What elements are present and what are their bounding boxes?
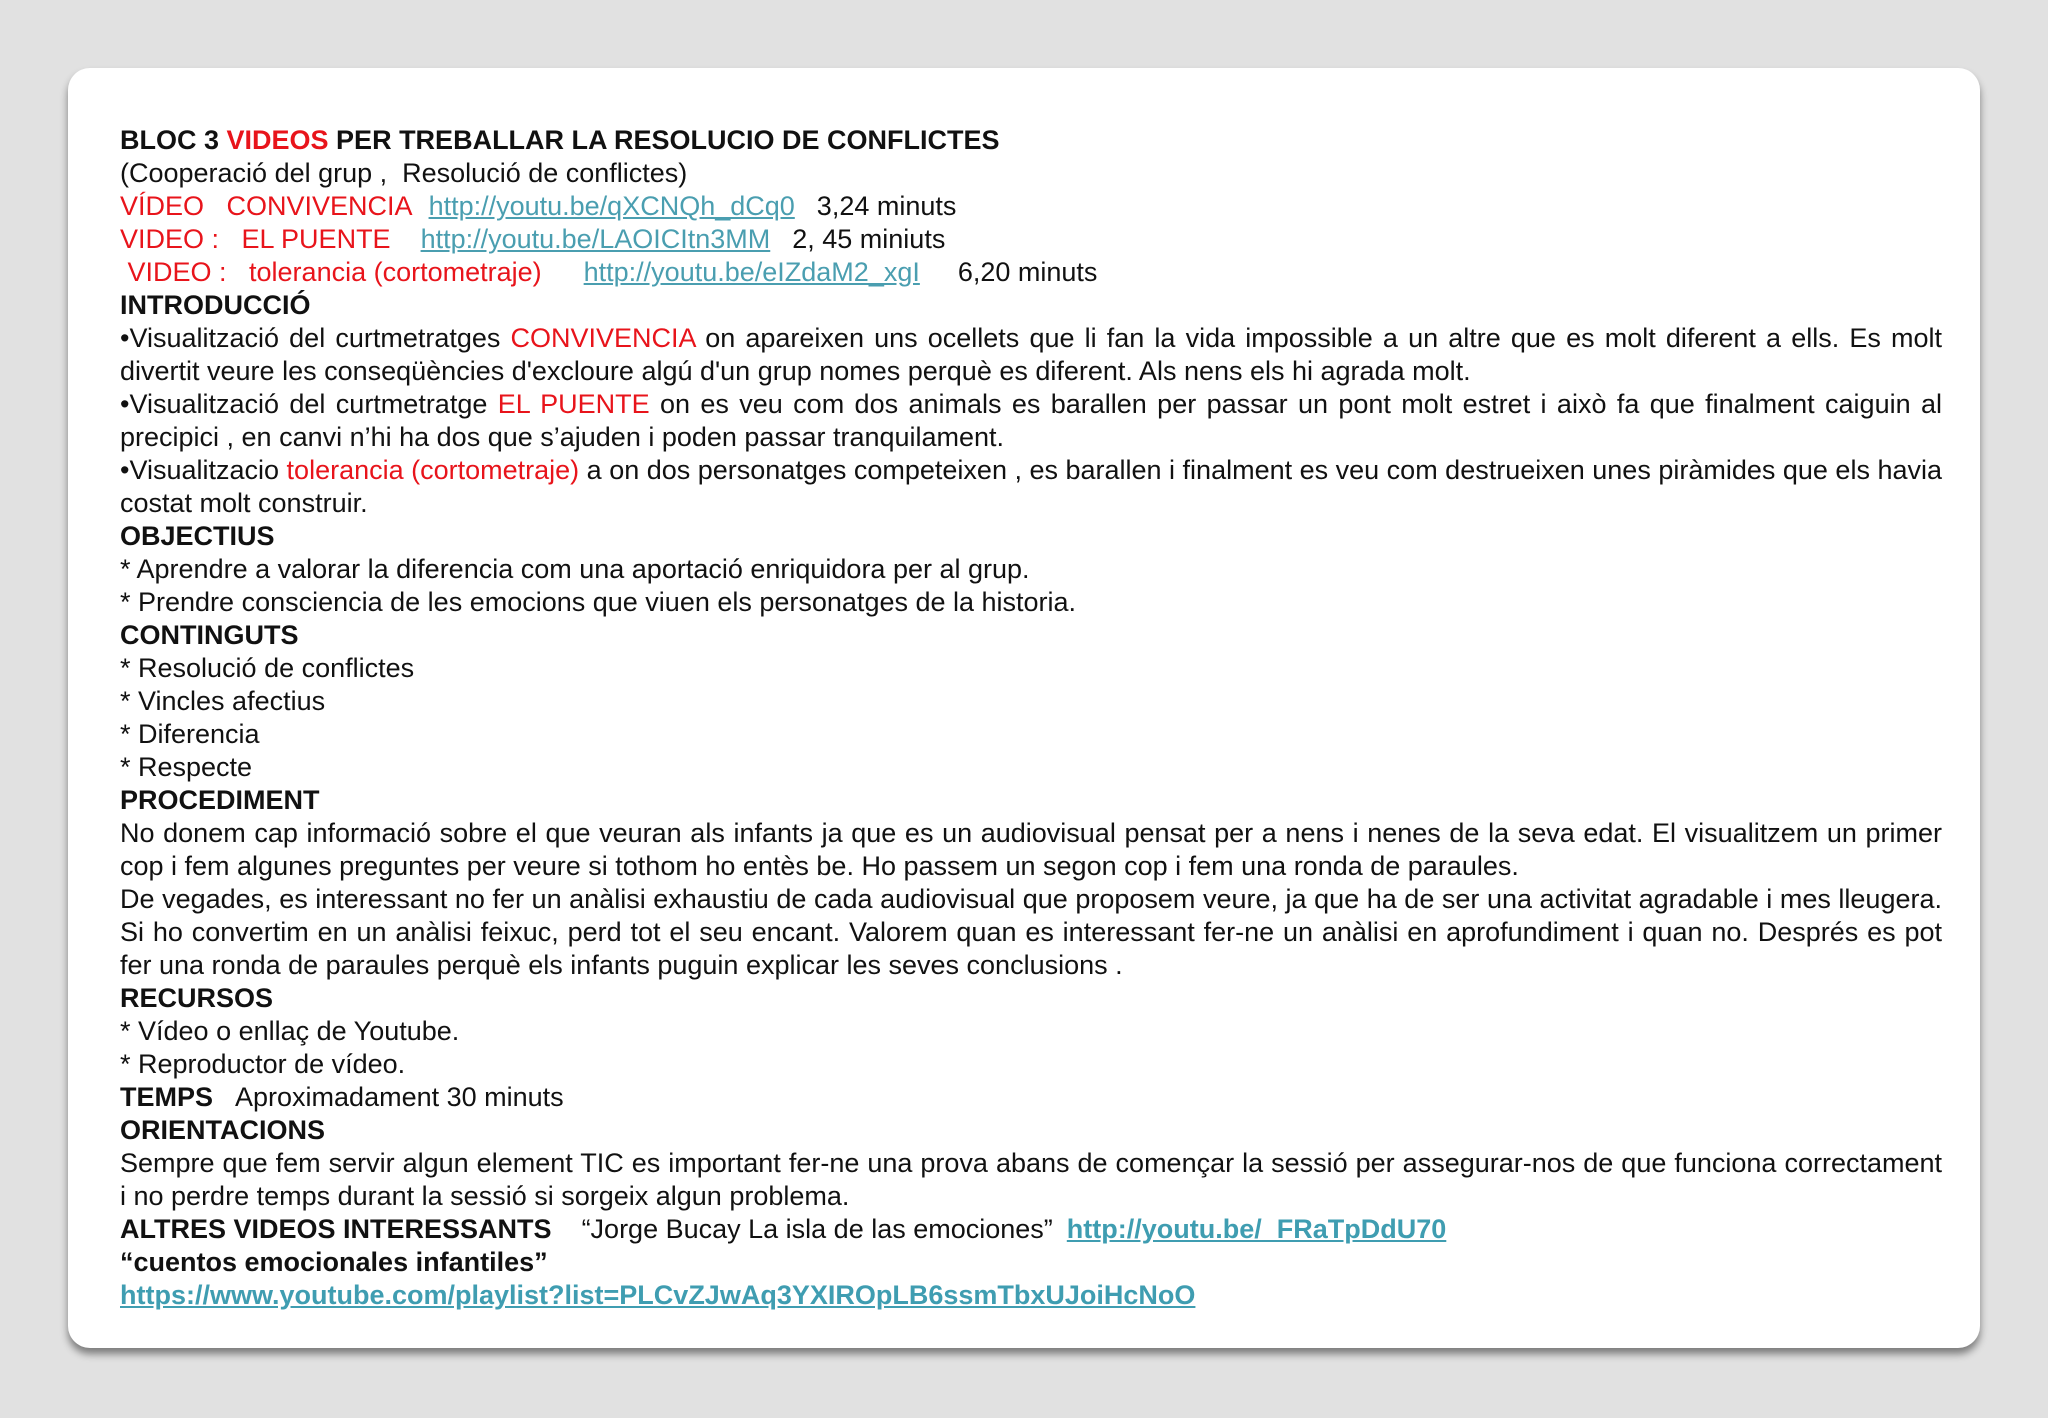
procediment-paragraph-1: No donem cap informació sobre el que veuran als infants ja que es un audiovisual pensat per a nens i nenes de la seva edat. El visualitzem un primer cop i fem algunes preguntes per veure si tothom ho entès be. Ho passem un segon cop i fem una ronda de paraules. [120, 818, 1942, 881]
heading-altres: ALTRES VIDEOS INTERESSANTS [120, 1214, 552, 1244]
list-item: * Aprendre a valorar la diferencia com una aportació enriquidora per al grup. [120, 554, 1030, 584]
altres-row [120, 1213, 1942, 1246]
intro-paragraph-2 [120, 388, 1942, 454]
video-row-2 [120, 223, 1942, 256]
page-title [120, 124, 1942, 157]
heading-temps: TEMPS [120, 1082, 214, 1112]
intro-text: a on dos personatges competeixen , es barallen i finalment es veu com destrueixen unes piràmides que els havia costat molt construir. [120, 455, 1942, 518]
intro-text: on es veu com dos animals es barallen per passar un pont molt estret i això fa que finalment caiguin al precipici , en canvi n’hi ha dos que s’ajuden i poden passar tranquilament. [120, 389, 1942, 452]
slide-card [68, 68, 1980, 1348]
altres-video-title: “Jorge Bucay La isla de las emociones” [581, 1214, 1053, 1244]
playlist-link[interactable]: https://www.youtube.com/playlist?list=PLCvZJwAq3YXIROpLB6ssmTbxUJoiHcNoO [120, 1280, 1196, 1310]
heading-introduccio: INTRODUCCIÓ [120, 290, 311, 320]
intro-paragraph-3 [120, 454, 1942, 520]
video-link[interactable]: http://youtu.be/qXCNQh_dCq0 [428, 191, 795, 221]
intro-text: •Visualització del curtmetratge [120, 389, 498, 419]
video-row-3 [120, 256, 1942, 289]
list-item: * Respecte [120, 752, 253, 782]
document-body [120, 124, 1942, 1312]
video-duration: 6,20 minuts [957, 257, 1098, 287]
intro-highlight: tolerancia (cortometraje) [286, 455, 580, 485]
list-item: * Resolució de conflictes [120, 653, 415, 683]
temps-text: Aproximadament 30 minuts [235, 1082, 564, 1112]
list-item: * Vincles afectius [120, 686, 326, 716]
title-suffix: PER TREBALLAR LA RESOLUCIO DE CONFLICTES [328, 125, 1000, 155]
video-label: VIDEO : EL PUENTE [120, 224, 391, 254]
orientacions-paragraph: Sempre que fem servir algun element TIC es important fer-ne una prova abans de començar la sessió per assegurar-nos de que funciona correctament i no perdre temps durant la sessió si sorgeix algun problema. [120, 1148, 1942, 1211]
video-label: VÍDEO CONVIVENCIA [120, 191, 413, 221]
intro-highlight: CONVIVENCIA [510, 323, 696, 353]
procediment-paragraph-2: De vegades, es interessant no fer un anàlisi exhaustiu de cada audiovisual que proposem veure, ja que ha de ser una activitat agradable i mes lleugera. Si ho convertim en un anàlisi feixuc, perd tot el seu encant. Valorem quan es interessant fer-ne un anàlisi en aprofundiment i quan no. Després es pot fer una ronda de paraules perquè els infants puguin explicar les seves conclusions . [120, 884, 1942, 980]
video-link[interactable]: http://youtu.be/LAOICItn3MM [420, 224, 771, 254]
list-item: * Prendre consciencia de les emocions que viuen els personatges de la historia. [120, 587, 1077, 617]
heading-procediment: PROCEDIMENT [120, 785, 320, 815]
intro-text: on apareixen uns ocellets que li fan la vida impossible a un altre que es molt diferent a ells. Es molt divertit veure les conseqüències d'excloure algú d'un grup nomes perquè es diferent. Als nens els hi agrada molt. [120, 323, 1942, 386]
video-label: VIDEO : tolerancia (cortometraje) [120, 257, 542, 287]
list-item: * Reproductor de vídeo. [120, 1049, 406, 1079]
altres-video-link[interactable]: http://youtu.be/_FRaTpDdU70 [1066, 1214, 1447, 1244]
intro-text: •Visualitzacio [120, 455, 287, 485]
heading-objectius: OBJECTIUS [120, 521, 275, 551]
altres-video-title-2: “cuentos emocionales infantiles” [120, 1247, 548, 1277]
video-duration: 2, 45 miniuts [792, 224, 946, 254]
intro-paragraph-1 [120, 322, 1942, 388]
title-prefix: BLOC 3 [120, 125, 227, 155]
subtitle: (Cooperació del grup , Resolució de conflictes) [120, 158, 688, 188]
heading-continguts: CONTINGUTS [120, 620, 299, 650]
video-duration: 3,24 minuts [816, 191, 957, 221]
temps-row [120, 1081, 1942, 1114]
list-item: * Diferencia [120, 719, 260, 749]
intro-text: •Visualització del curtmetratges [120, 323, 511, 353]
video-row-1 [120, 190, 1942, 223]
intro-highlight: EL PUENTE [497, 389, 650, 419]
heading-recursos: RECURSOS [120, 983, 274, 1013]
title-highlight: VIDEOS [226, 125, 329, 155]
list-item: * Vídeo o enllaç de Youtube. [120, 1016, 460, 1046]
heading-orientacions: ORIENTACIONS [120, 1115, 326, 1145]
video-link[interactable]: http://youtu.be/eIZdaM2_xgI [583, 257, 920, 287]
